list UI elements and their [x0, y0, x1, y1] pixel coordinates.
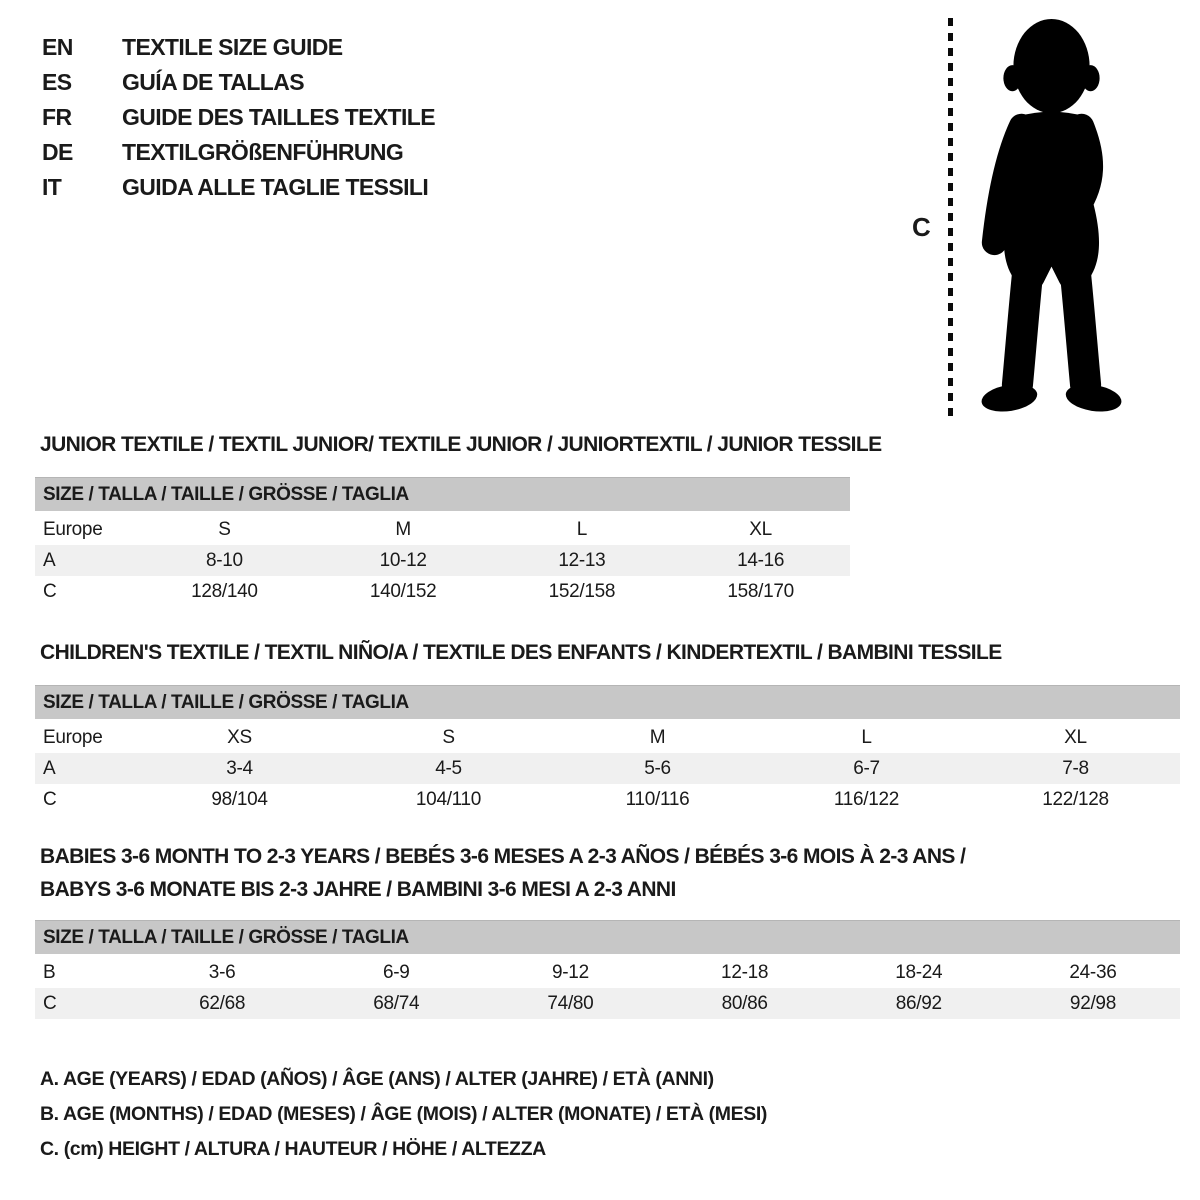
- section-title-line: CHILDREN'S TEXTILE / TEXTIL NIÑO/A / TEXTILE DES ENFANTS / KINDERTEXTIL / BAMBINI TESSILE: [40, 641, 1002, 664]
- column-header-row: [35, 722, 1180, 753]
- row-label: C: [43, 788, 57, 810]
- table-cell: 24-36: [1069, 961, 1117, 983]
- column-header-cell: M: [395, 518, 411, 540]
- table-cell: 6-7: [853, 757, 880, 779]
- language-title-list: [42, 30, 435, 205]
- table-cell: 68/74: [373, 992, 420, 1014]
- section-title: [35, 636, 1180, 669]
- language-code: FR: [42, 104, 72, 130]
- region-label: Europe: [43, 726, 103, 748]
- language-code: IT: [42, 174, 62, 200]
- height-measure-dashed-line: [948, 18, 953, 416]
- table-cell: 92/98: [1069, 992, 1116, 1014]
- table-cell: 110/116: [625, 788, 690, 810]
- table-row-a: [35, 753, 1180, 784]
- size-header-bar: SIZE / TALLA / TAILLE / GRÖSSE / TAGLIA: [35, 920, 1180, 954]
- language-row: [42, 30, 435, 65]
- section-title: [35, 840, 1180, 906]
- table-cell: 12-18: [721, 961, 769, 983]
- table-cell: 86/92: [895, 992, 942, 1014]
- column-header-cell: S: [218, 518, 231, 540]
- table-cell: 18-24: [895, 961, 943, 983]
- column-header-cell: M: [649, 726, 666, 748]
- size-table: [35, 514, 850, 607]
- guide-title-es: GUÍA DE TALLAS: [122, 69, 304, 95]
- table-cell: 4-5: [435, 757, 462, 779]
- table-cell: 116/122: [833, 788, 900, 810]
- column-header-cell: S: [442, 726, 455, 748]
- language-code: ES: [42, 69, 72, 95]
- legend-line-a: A. AGE (YEARS) / EDAD (AÑOS) / ÂGE (ANS) / ALTER (JAHRE) / ETÀ (ANNI): [40, 1068, 714, 1090]
- region-label: Europe: [43, 518, 103, 540]
- column-header-cell: L: [861, 726, 872, 748]
- language-row: [42, 100, 435, 135]
- row-label: A: [43, 549, 56, 571]
- table-row-c: [35, 576, 850, 607]
- table-cell: 14-16: [737, 549, 785, 571]
- table-row-c: [35, 988, 1180, 1019]
- language-code: DE: [42, 139, 73, 165]
- guide-title-fr: GUIDE DES TAILLES TEXTILE: [122, 104, 435, 130]
- table-cell: 104/110: [415, 788, 482, 810]
- table-cell: 8-10: [205, 549, 243, 571]
- table-cell: 128/140: [191, 580, 258, 602]
- row-label: B: [43, 961, 56, 983]
- table-cell: 158/170: [727, 580, 794, 602]
- table-cell: 3-6: [208, 961, 236, 983]
- section-title-line: BABIES 3-6 MONTH TO 2-3 YEARS / BEBÉS 3-6 MESES A 2-3 AÑOS / BÉBÉS 3-6 MOIS À 2-3 ANS /: [40, 845, 966, 868]
- section-title: [35, 428, 882, 461]
- section-children-textile: [35, 636, 1180, 815]
- row-label: C: [43, 580, 57, 602]
- guide-title-en: TEXTILE SIZE GUIDE: [122, 34, 343, 60]
- table-cell: 74/80: [547, 992, 594, 1014]
- table-cell: 12-13: [558, 549, 606, 571]
- table-cell: 98/104: [211, 788, 268, 810]
- size-header-bar: SIZE / TALLA / TAILLE / GRÖSSE / TAGLIA: [35, 685, 1180, 719]
- column-header-cell: XL: [1064, 726, 1087, 748]
- size-table: [35, 957, 1180, 1019]
- row-label: C: [43, 992, 57, 1014]
- section-title-line: JUNIOR TEXTILE / TEXTIL JUNIOR/ TEXTILE JUNIOR / JUNIORTEXTIL / JUNIOR TESSILE: [40, 433, 882, 456]
- table-cell: 122/128: [1042, 788, 1109, 810]
- table-cell: 5-6: [644, 757, 671, 779]
- legend: [40, 1062, 767, 1167]
- table-cell: 9-12: [552, 961, 589, 983]
- column-header-cell: XS: [227, 726, 252, 748]
- table-row-c: [35, 784, 1180, 815]
- legend-line-b: B. AGE (MONTHS) / EDAD (MESES) / ÂGE (MOIS) / ALTER (MONATE) / ETÀ (MESI): [40, 1103, 767, 1125]
- table-cell: 152/158: [548, 580, 616, 602]
- size-table: [35, 722, 1180, 815]
- table-cell: 62/68: [199, 992, 246, 1014]
- size-header-bar: SIZE / TALLA / TAILLE / GRÖSSE / TAGLIA: [35, 477, 850, 511]
- table-row-b: [35, 957, 1180, 988]
- table-row-a: [35, 545, 850, 576]
- section-junior-textile: [35, 428, 882, 607]
- toddler-silhouette-icon: [960, 14, 1142, 420]
- measure-c-label: C: [912, 212, 931, 242]
- table-cell: 6-9: [382, 961, 410, 983]
- row-label: A: [43, 757, 56, 779]
- table-cell: 10-12: [379, 549, 427, 571]
- guide-title-de: TEXTILGRÖßENFÜHRUNG: [122, 139, 404, 165]
- language-code: EN: [42, 34, 73, 60]
- language-row: [42, 65, 435, 100]
- legend-line-c: C. (cm) HEIGHT / ALTURA / HAUTEUR / HÖHE / ALTEZZA: [40, 1138, 546, 1160]
- table-cell: 80/86: [721, 992, 768, 1014]
- column-header-cell: L: [576, 518, 588, 540]
- language-row: [42, 170, 435, 205]
- table-cell: 3-4: [226, 757, 253, 779]
- section-babies-textile: [35, 840, 1180, 1019]
- table-cell: 140/152: [369, 580, 437, 602]
- section-title-line: BABYS 3-6 MONATE BIS 2-3 JAHRE / BAMBINI 3-6 MESI A 2-3 ANNI: [40, 878, 676, 901]
- column-header-row: [35, 514, 850, 545]
- column-header-cell: XL: [749, 518, 772, 540]
- language-row: [42, 135, 435, 170]
- table-cell: 7-8: [1062, 757, 1089, 779]
- guide-title-it: GUIDA ALLE TAGLIE TESSILI: [122, 174, 429, 200]
